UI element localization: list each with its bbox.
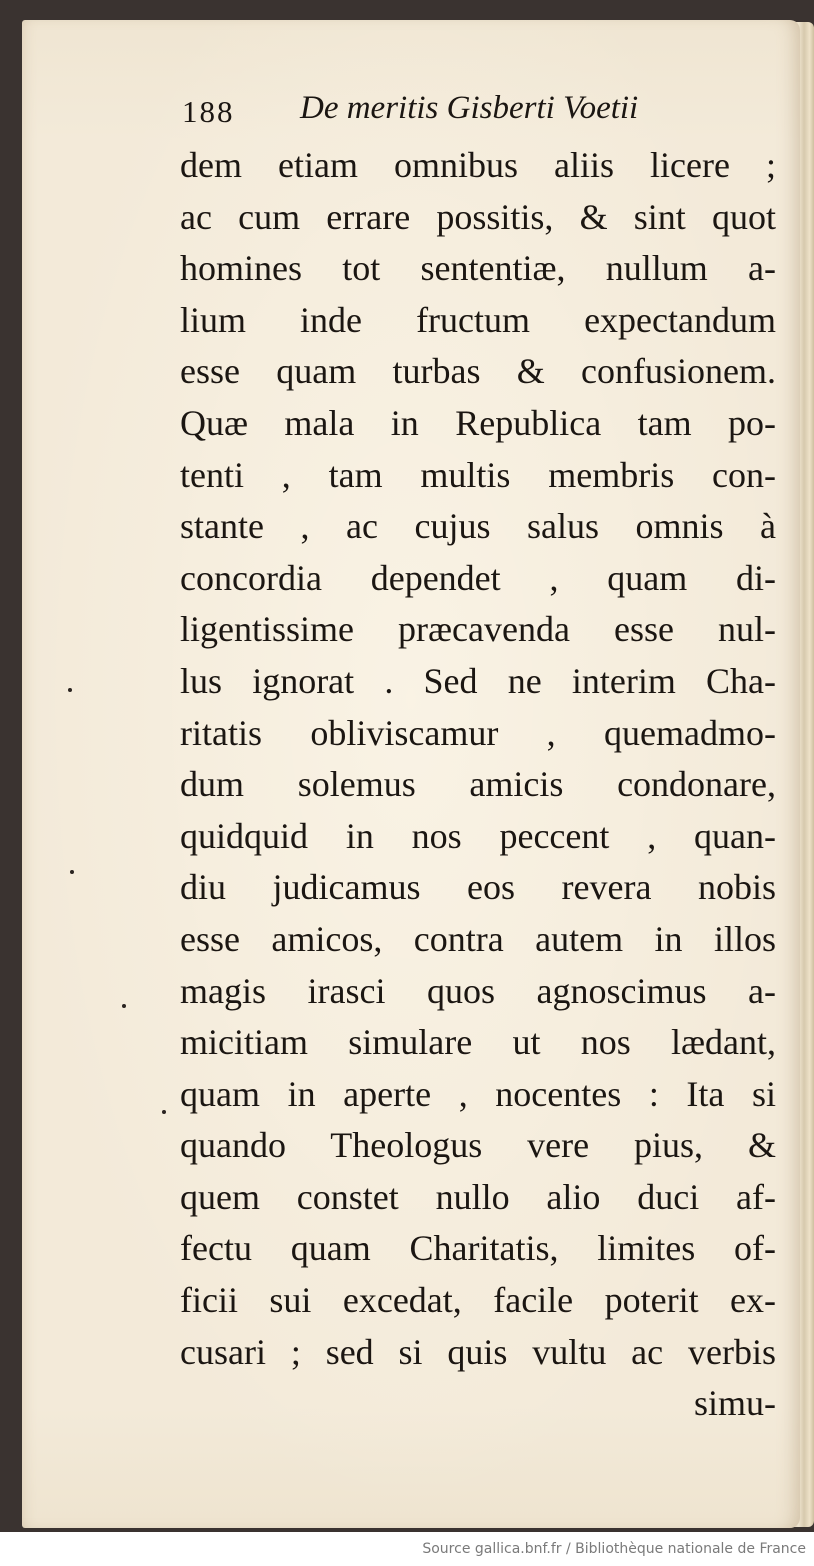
- ink-speck: [122, 1004, 126, 1008]
- text-line: esse quam turbas & confusionem.: [180, 351, 776, 392]
- text-line: concordia dependet , quam di-: [180, 557, 776, 598]
- text-line: ritatis obliviscamur , quemadmo-: [180, 712, 776, 753]
- text-line: magis irasci quos agnoscimus a-: [180, 970, 776, 1011]
- text-line: quem constet nullo alio duci af-: [180, 1176, 776, 1217]
- text-line: Quæ mala in Republica tam po-: [180, 402, 776, 443]
- source-credit: Source gallica.bnf.fr / Bibliothèque nationale de France: [422, 1541, 806, 1557]
- text-line: lus ignorat . Sed ne interim Cha-: [180, 660, 776, 701]
- text-line: ligentissime præcavenda esse nul-: [180, 609, 776, 650]
- text-line: quidquid in nos peccent , quan-: [180, 815, 776, 856]
- ink-speck: [68, 688, 72, 692]
- text-line: dem etiam omnibus aliis licere ;: [180, 145, 776, 185]
- ink-speck: [70, 870, 74, 874]
- text-line: quando Theologus vere pius, &: [180, 1125, 776, 1166]
- body-text: [180, 140, 780, 1430]
- ink-speck: [162, 1110, 166, 1114]
- text-line: ficii sui excedat, facile poterit ex-: [180, 1280, 776, 1321]
- running-title: De meritis Gisberti Voetii: [300, 90, 639, 126]
- text-line: diu judicamus eos revera nobis: [180, 867, 776, 908]
- text-line: homines tot sententiæ, nullum a-: [180, 248, 776, 289]
- text-line: esse amicos, contra autem in illos: [180, 918, 776, 959]
- page-number: 188: [182, 94, 235, 129]
- footer-bar: [0, 1532, 814, 1566]
- text-line: fectu quam Charitatis, limites of-: [180, 1228, 776, 1269]
- text-line: stante , ac cujus salus omnis à: [180, 506, 776, 547]
- text-line: quam in aperte , nocentes : Ita si: [180, 1073, 776, 1114]
- text-line: ac cum errare possitis, & sint quot: [180, 196, 776, 237]
- page-header: [182, 90, 742, 142]
- text-line: lium inde fructum expectandum: [180, 299, 776, 340]
- text-line: tenti , tam multis membris con-: [180, 454, 776, 495]
- text-line: micitiam simulare ut nos lædant,: [180, 1022, 776, 1063]
- text-line: cusari ; sed si quis vultu ac verbis: [180, 1331, 776, 1372]
- text-line: dum solemus amicis condonare,: [180, 764, 776, 805]
- catchword: simu-: [693, 1383, 776, 1424]
